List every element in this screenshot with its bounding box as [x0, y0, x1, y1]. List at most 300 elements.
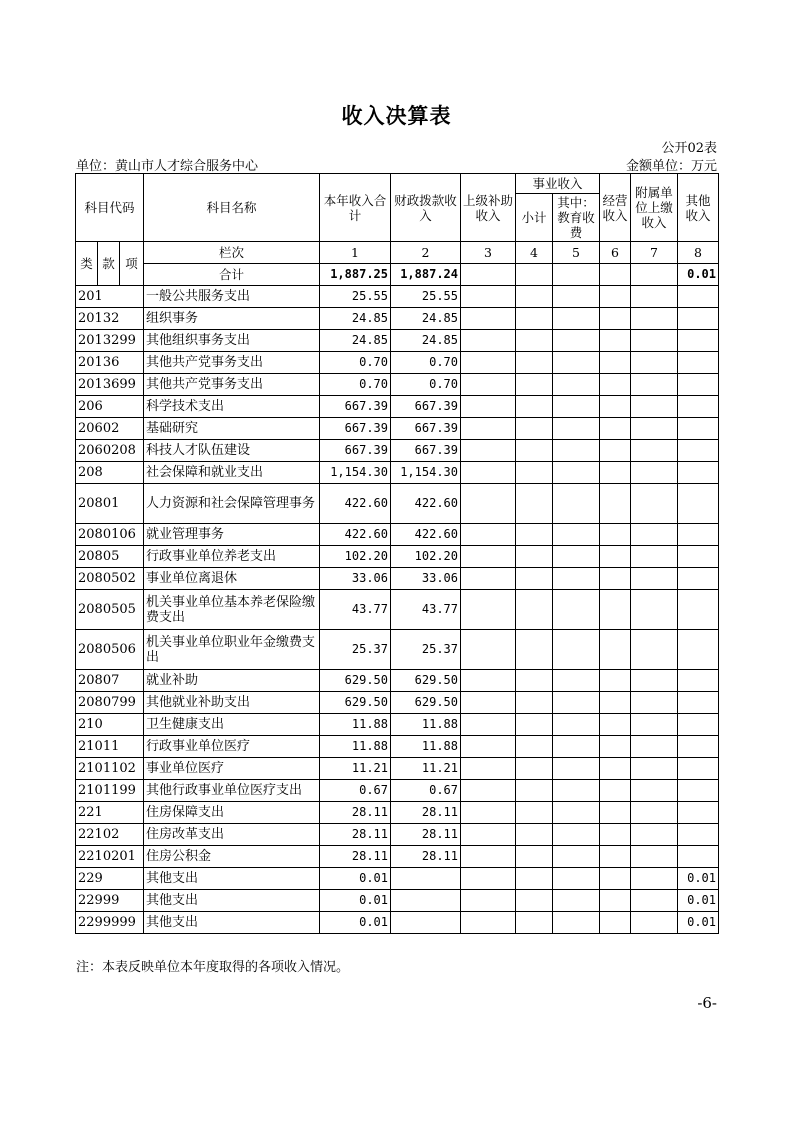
row-subsidiary-remit: [631, 396, 678, 418]
table-row: [76, 286, 719, 308]
row-education-fee: [553, 524, 600, 546]
total-col8: 0.01: [678, 264, 719, 286]
row-total-income: 24.85: [320, 330, 391, 352]
row-operating-income: [600, 630, 631, 670]
row-other-income: 0.01: [678, 868, 719, 890]
row-superior-subsidy: [461, 308, 516, 330]
table-row: [76, 440, 719, 462]
currency-unit: 金额单位：万元: [625, 159, 717, 174]
row-operating-income: [600, 846, 631, 868]
row-subsidiary-remit: [631, 418, 678, 440]
row-name: 科技人才队伍建设: [144, 440, 320, 462]
row-superior-subsidy: [461, 440, 516, 462]
row-superior-subsidy: [461, 524, 516, 546]
subject-name-header: 科目名称: [144, 174, 320, 242]
row-code: 208: [76, 462, 144, 484]
row-total-income: 24.85: [320, 308, 391, 330]
row-other-income: [678, 670, 719, 692]
row-subsidiary-remit: [631, 736, 678, 758]
row-subsidiary-remit: [631, 846, 678, 868]
row-superior-subsidy: [461, 568, 516, 590]
row-code: 2080799: [76, 692, 144, 714]
row-education-fee: [553, 736, 600, 758]
row-code: 229: [76, 868, 144, 890]
row-fiscal-appropriation: 24.85: [391, 330, 461, 352]
row-other-income: [678, 714, 719, 736]
row-fiscal-appropriation: 28.11: [391, 802, 461, 824]
total-col1: 1,887.25: [320, 264, 391, 286]
row-superior-subsidy: [461, 802, 516, 824]
row-superior-subsidy: [461, 484, 516, 524]
row-subsidiary-remit: [631, 374, 678, 396]
row-operating-income: [600, 890, 631, 912]
row-fiscal-appropriation: [391, 868, 461, 890]
row-name: 住房改革支出: [144, 824, 320, 846]
row-education-fee: [553, 396, 600, 418]
total-col2: 1,887.24: [391, 264, 461, 286]
row-fiscal-appropriation: 11.88: [391, 736, 461, 758]
row-operating-income: [600, 286, 631, 308]
row-other-income: [678, 824, 719, 846]
table-row: [76, 846, 719, 868]
row-business-subtotal: [516, 330, 553, 352]
row-code: 2080106: [76, 524, 144, 546]
row-fiscal-appropriation: 24.85: [391, 308, 461, 330]
row-fiscal-appropriation: 422.60: [391, 484, 461, 524]
table-note: 注：本表反映单位本年度取得的各项收入情况。: [76, 960, 350, 975]
row-education-fee: [553, 670, 600, 692]
row-business-subtotal: [516, 846, 553, 868]
row-total-income: 0.01: [320, 912, 391, 934]
row-fiscal-appropriation: 629.50: [391, 670, 461, 692]
table-row: [76, 780, 719, 802]
row-education-fee: [553, 352, 600, 374]
row-total-income: 422.60: [320, 484, 391, 524]
row-code: 2060208: [76, 440, 144, 462]
row-code: 20136: [76, 352, 144, 374]
row-business-subtotal: [516, 824, 553, 846]
row-total-income: 629.50: [320, 670, 391, 692]
row-name: 其他共产党事务支出: [144, 352, 320, 374]
row-name: 卫生健康支出: [144, 714, 320, 736]
row-code: 22102: [76, 824, 144, 846]
column-number-8: 8: [678, 242, 719, 264]
table-row: [76, 630, 719, 670]
row-superior-subsidy: [461, 824, 516, 846]
row-education-fee: [553, 802, 600, 824]
row-subsidiary-remit: [631, 352, 678, 374]
row-code: 2210201: [76, 846, 144, 868]
row-other-income: [678, 846, 719, 868]
row-operating-income: [600, 418, 631, 440]
row-fiscal-appropriation: 422.60: [391, 524, 461, 546]
row-name: 组织事务: [144, 308, 320, 330]
row-superior-subsidy: [461, 286, 516, 308]
row-name: 事业单位离退休: [144, 568, 320, 590]
row-other-income: [678, 758, 719, 780]
row-operating-income: [600, 824, 631, 846]
row-superior-subsidy: [461, 890, 516, 912]
row-name: 一般公共服务支出: [144, 286, 320, 308]
table-row: [76, 868, 719, 890]
row-name: 其他组织事务支出: [144, 330, 320, 352]
row-subsidiary-remit: [631, 330, 678, 352]
row-education-fee: [553, 374, 600, 396]
row-total-income: 28.11: [320, 802, 391, 824]
business-income-group-header: 事业收入: [516, 174, 600, 194]
row-operating-income: [600, 546, 631, 568]
row-other-income: [678, 374, 719, 396]
row-subsidiary-remit: [631, 524, 678, 546]
column-number-label: 栏次: [144, 242, 320, 264]
row-other-income: [678, 802, 719, 824]
row-total-income: 25.37: [320, 630, 391, 670]
row-fiscal-appropriation: 629.50: [391, 692, 461, 714]
row-fiscal-appropriation: 0.70: [391, 352, 461, 374]
row-subsidiary-remit: [631, 462, 678, 484]
row-superior-subsidy: [461, 352, 516, 374]
lei-header: 类: [76, 242, 98, 286]
column-number-3: 3: [461, 242, 516, 264]
row-name: 其他行政事业单位医疗支出: [144, 780, 320, 802]
row-fiscal-appropriation: 667.39: [391, 440, 461, 462]
row-code: 221: [76, 802, 144, 824]
row-business-subtotal: [516, 286, 553, 308]
row-business-subtotal: [516, 352, 553, 374]
row-subsidiary-remit: [631, 912, 678, 934]
row-superior-subsidy: [461, 868, 516, 890]
table-row: [76, 758, 719, 780]
row-superior-subsidy: [461, 396, 516, 418]
row-business-subtotal: [516, 568, 553, 590]
row-education-fee: [553, 590, 600, 630]
row-name: 科学技术支出: [144, 396, 320, 418]
row-subsidiary-remit: [631, 714, 678, 736]
row-total-income: 11.88: [320, 736, 391, 758]
row-name: 其他支出: [144, 912, 320, 934]
row-operating-income: [600, 484, 631, 524]
row-education-fee: [553, 330, 600, 352]
col-total-income-header: 本年收入合计: [320, 174, 391, 242]
row-superior-subsidy: [461, 912, 516, 934]
row-business-subtotal: [516, 802, 553, 824]
row-superior-subsidy: [461, 374, 516, 396]
row-education-fee: [553, 758, 600, 780]
row-business-subtotal: [516, 524, 553, 546]
row-education-fee: [553, 912, 600, 934]
row-superior-subsidy: [461, 590, 516, 630]
row-education-fee: [553, 546, 600, 568]
row-code: 2101102: [76, 758, 144, 780]
table-row: [76, 590, 719, 630]
row-other-income: [678, 568, 719, 590]
row-name: 其他就业补助支出: [144, 692, 320, 714]
row-subsidiary-remit: [631, 590, 678, 630]
table-body: [76, 286, 719, 934]
row-subsidiary-remit: [631, 670, 678, 692]
row-business-subtotal: [516, 484, 553, 524]
row-education-fee: [553, 890, 600, 912]
row-total-income: 43.77: [320, 590, 391, 630]
row-code: 2080506: [76, 630, 144, 670]
row-education-fee: [553, 868, 600, 890]
table-row: [76, 396, 719, 418]
form-number: 公开02表: [661, 141, 717, 156]
table-row: [76, 374, 719, 396]
row-total-income: 0.67: [320, 780, 391, 802]
row-fiscal-appropriation: 0.67: [391, 780, 461, 802]
table-row: [76, 890, 719, 912]
col-subtotal-header: 小计: [516, 194, 553, 242]
col-operating-income-header: 经营收入: [600, 174, 631, 242]
row-other-income: [678, 590, 719, 630]
row-total-income: 422.60: [320, 524, 391, 546]
row-name: 社会保障和就业支出: [144, 462, 320, 484]
row-fiscal-appropriation: 11.88: [391, 714, 461, 736]
row-education-fee: [553, 462, 600, 484]
table-row: [76, 670, 719, 692]
row-education-fee: [553, 714, 600, 736]
row-business-subtotal: [516, 440, 553, 462]
row-total-income: 667.39: [320, 440, 391, 462]
table-row: [76, 352, 719, 374]
row-business-subtotal: [516, 590, 553, 630]
row-other-income: [678, 440, 719, 462]
table-row: [76, 308, 719, 330]
col-fiscal-appropriation-header: 财政拨款收入: [391, 174, 461, 242]
row-education-fee: [553, 308, 600, 330]
row-name: 事业单位医疗: [144, 758, 320, 780]
row-name: 机关事业单位基本养老保险缴费支出: [144, 590, 320, 630]
row-other-income: [678, 692, 719, 714]
row-subsidiary-remit: [631, 802, 678, 824]
income-table: [75, 173, 719, 934]
row-name: 行政事业单位医疗: [144, 736, 320, 758]
row-total-income: 11.88: [320, 714, 391, 736]
row-business-subtotal: [516, 630, 553, 670]
row-other-income: [678, 780, 719, 802]
table-row: [76, 692, 719, 714]
row-other-income: 0.01: [678, 912, 719, 934]
column-number-1: 1: [320, 242, 391, 264]
row-code: 210: [76, 714, 144, 736]
column-number-6: 6: [600, 242, 631, 264]
row-name: 其他共产党事务支出: [144, 374, 320, 396]
row-education-fee: [553, 484, 600, 524]
row-total-income: 1,154.30: [320, 462, 391, 484]
row-code: 201: [76, 286, 144, 308]
row-education-fee: [553, 824, 600, 846]
table-row: [76, 462, 719, 484]
table-row: [76, 418, 719, 440]
row-total-income: 25.55: [320, 286, 391, 308]
row-business-subtotal: [516, 758, 553, 780]
row-fiscal-appropriation: 102.20: [391, 546, 461, 568]
subject-code-header: 科目代码: [76, 174, 144, 242]
table-row: [76, 802, 719, 824]
row-other-income: [678, 736, 719, 758]
row-business-subtotal: [516, 692, 553, 714]
row-other-income: [678, 352, 719, 374]
row-subsidiary-remit: [631, 758, 678, 780]
row-subsidiary-remit: [631, 568, 678, 590]
row-total-income: 33.06: [320, 568, 391, 590]
row-other-income: [678, 396, 719, 418]
row-name: 就业管理事务: [144, 524, 320, 546]
row-code: 2013299: [76, 330, 144, 352]
row-operating-income: [600, 714, 631, 736]
row-name: 基础研究: [144, 418, 320, 440]
row-operating-income: [600, 330, 631, 352]
row-education-fee: [553, 286, 600, 308]
row-education-fee: [553, 568, 600, 590]
table-row: [76, 524, 719, 546]
row-total-income: 11.21: [320, 758, 391, 780]
row-subsidiary-remit: [631, 890, 678, 912]
table-row: [76, 824, 719, 846]
row-superior-subsidy: [461, 418, 516, 440]
kuan-header: 款: [98, 242, 120, 286]
row-other-income: [678, 484, 719, 524]
row-operating-income: [600, 396, 631, 418]
row-total-income: 667.39: [320, 396, 391, 418]
row-business-subtotal: [516, 912, 553, 934]
row-total-income: 667.39: [320, 418, 391, 440]
col-education-fee-header: 其中：教育收费: [553, 194, 600, 242]
column-number-2: 2: [391, 242, 461, 264]
row-business-subtotal: [516, 736, 553, 758]
row-total-income: 0.01: [320, 868, 391, 890]
row-name: 住房公积金: [144, 846, 320, 868]
row-operating-income: [600, 912, 631, 934]
row-other-income: [678, 462, 719, 484]
page-number: -6-: [697, 994, 717, 1012]
row-name: 就业补助: [144, 670, 320, 692]
row-total-income: 629.50: [320, 692, 391, 714]
row-code: 20132: [76, 308, 144, 330]
row-fiscal-appropriation: 43.77: [391, 590, 461, 630]
row-operating-income: [600, 568, 631, 590]
row-operating-income: [600, 780, 631, 802]
row-fiscal-appropriation: [391, 912, 461, 934]
table-row: [76, 568, 719, 590]
xiang-header: 项: [120, 242, 144, 286]
column-number-7: 7: [631, 242, 678, 264]
reporting-unit: 单位：黄山市人才综合服务中心: [76, 159, 259, 174]
row-code: 206: [76, 396, 144, 418]
row-code: 2080505: [76, 590, 144, 630]
row-subsidiary-remit: [631, 692, 678, 714]
row-fiscal-appropriation: [391, 890, 461, 912]
report-title: 收入决算表: [341, 103, 452, 128]
table-row: [76, 546, 719, 568]
row-operating-income: [600, 524, 631, 546]
row-other-income: [678, 630, 719, 670]
row-subsidiary-remit: [631, 824, 678, 846]
row-operating-income: [600, 440, 631, 462]
row-other-income: [678, 524, 719, 546]
row-fiscal-appropriation: 25.37: [391, 630, 461, 670]
row-total-income: 0.70: [320, 374, 391, 396]
row-superior-subsidy: [461, 780, 516, 802]
row-superior-subsidy: [461, 330, 516, 352]
row-operating-income: [600, 868, 631, 890]
row-total-income: 102.20: [320, 546, 391, 568]
row-code: 22999: [76, 890, 144, 912]
row-subsidiary-remit: [631, 440, 678, 462]
row-business-subtotal: [516, 670, 553, 692]
row-fiscal-appropriation: 28.11: [391, 824, 461, 846]
row-operating-income: [600, 462, 631, 484]
row-superior-subsidy: [461, 670, 516, 692]
table-row: [76, 484, 719, 524]
row-business-subtotal: [516, 780, 553, 802]
row-education-fee: [553, 440, 600, 462]
row-operating-income: [600, 670, 631, 692]
row-total-income: 28.11: [320, 846, 391, 868]
row-fiscal-appropriation: 11.21: [391, 758, 461, 780]
table-row: [76, 736, 719, 758]
row-code: 20602: [76, 418, 144, 440]
row-fiscal-appropriation: 33.06: [391, 568, 461, 590]
row-fiscal-appropriation: 28.11: [391, 846, 461, 868]
row-business-subtotal: [516, 546, 553, 568]
row-code: 2101199: [76, 780, 144, 802]
row-fiscal-appropriation: 667.39: [391, 418, 461, 440]
row-other-income: 0.01: [678, 890, 719, 912]
row-code: 2080502: [76, 568, 144, 590]
row-business-subtotal: [516, 890, 553, 912]
row-operating-income: [600, 308, 631, 330]
row-superior-subsidy: [461, 692, 516, 714]
col-subsidiary-remit-header: 附属单位上缴收入: [631, 174, 678, 242]
row-business-subtotal: [516, 308, 553, 330]
row-other-income: [678, 286, 719, 308]
row-operating-income: [600, 374, 631, 396]
col-superior-subsidy-header: 上级补助收入: [461, 174, 516, 242]
row-subsidiary-remit: [631, 308, 678, 330]
row-total-income: 0.70: [320, 352, 391, 374]
row-fiscal-appropriation: 25.55: [391, 286, 461, 308]
row-superior-subsidy: [461, 462, 516, 484]
row-operating-income: [600, 802, 631, 824]
row-superior-subsidy: [461, 736, 516, 758]
row-code: 20807: [76, 670, 144, 692]
row-total-income: 0.01: [320, 890, 391, 912]
row-other-income: [678, 308, 719, 330]
row-education-fee: [553, 780, 600, 802]
row-business-subtotal: [516, 396, 553, 418]
row-name: 人力资源和社会保障管理事务: [144, 484, 320, 524]
row-other-income: [678, 330, 719, 352]
column-number-4: 4: [516, 242, 553, 264]
row-operating-income: [600, 758, 631, 780]
row-total-income: 28.11: [320, 824, 391, 846]
row-subsidiary-remit: [631, 868, 678, 890]
row-subsidiary-remit: [631, 780, 678, 802]
row-code: 21011: [76, 736, 144, 758]
row-operating-income: [600, 352, 631, 374]
row-fiscal-appropriation: 0.70: [391, 374, 461, 396]
row-education-fee: [553, 692, 600, 714]
row-fiscal-appropriation: 667.39: [391, 396, 461, 418]
row-other-income: [678, 546, 719, 568]
row-education-fee: [553, 846, 600, 868]
row-business-subtotal: [516, 714, 553, 736]
row-subsidiary-remit: [631, 546, 678, 568]
row-name: 行政事业单位养老支出: [144, 546, 320, 568]
row-superior-subsidy: [461, 846, 516, 868]
